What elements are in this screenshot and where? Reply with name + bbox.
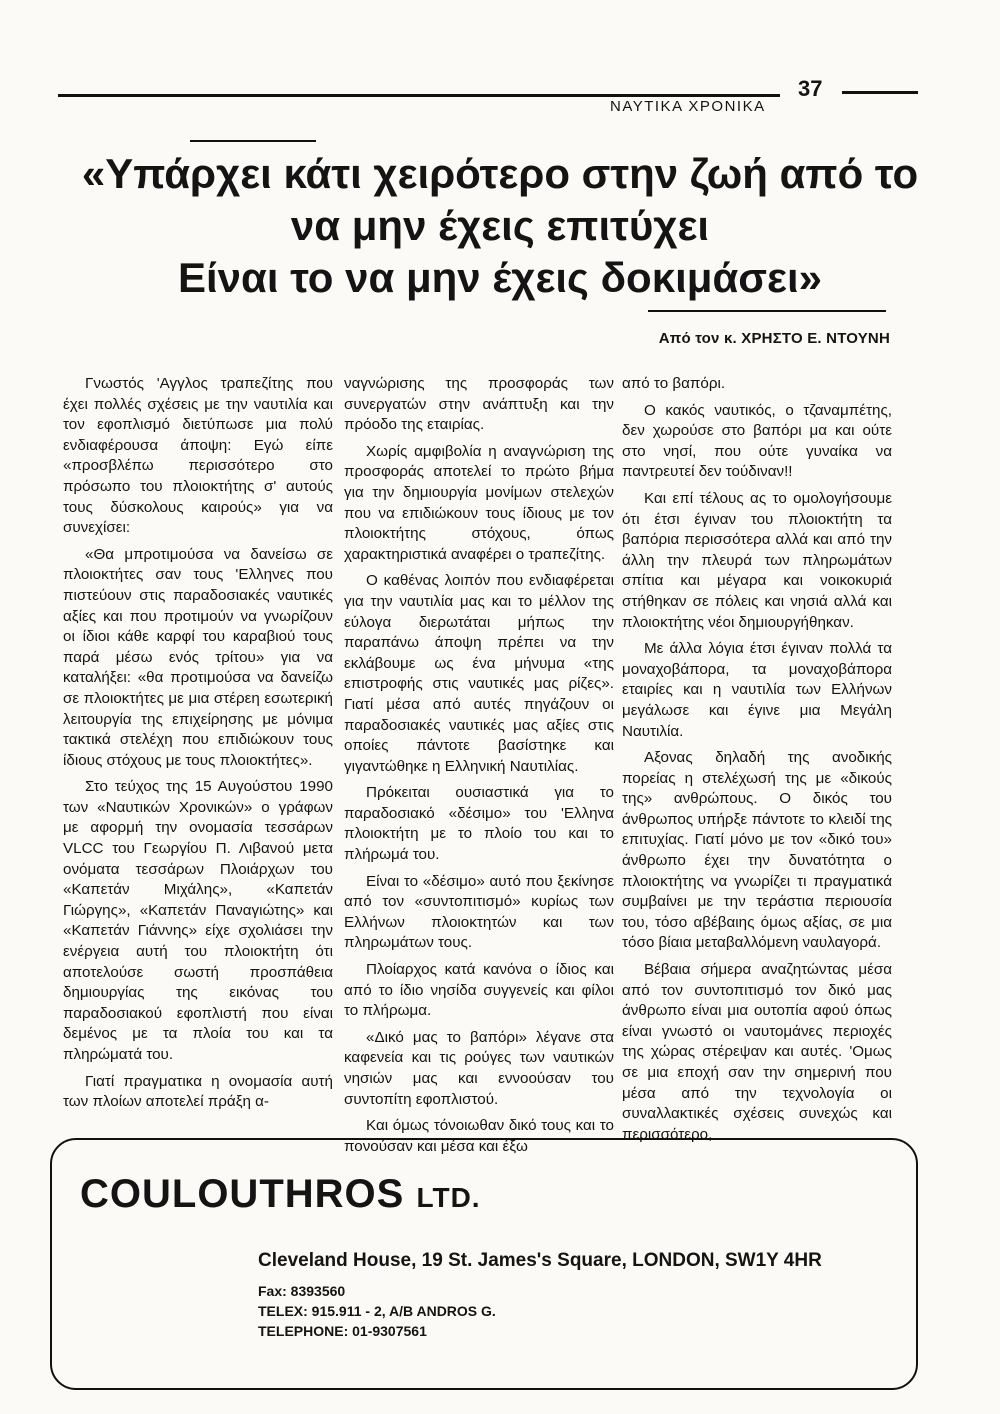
paragraph: Και επί τέλους ας το ομολογήσουμε ότι έτσι έγιναν του πλοιοκτήτη τα βαπόρια περισσότερα αλλά και από την άλλη την πλευρά των πληρωμάτων σπίτια και μέγαρα και νοικοκυριά στήθηκαν σε πόλεις και νησιά αλλά και πλοιοκτήτης νέοι δημιουργήθηκαν. — [622, 489, 892, 631]
paragraph: Με άλλα λόγια έτσι έγιναν πολλά τα μοναχοβάπορα, τα μοναχοβάπορα εταιρίες και η ναυτιλία των Ελλήνων μεγάλωσε και έγινε μια Μεγάλη Ναυτιλία. — [622, 640, 892, 740]
paragraph: Είναι το «δέσιμο» αυτό που ξεκίνησε από τον «συντοπιτισμό» κυρίως των Ελλήνων πλοιοκτητών και των πληρωμάτων τους. — [344, 872, 614, 952]
title-line-3: Είναι το να μην έχεις δοκιμάσει» — [178, 254, 822, 301]
advertiser-telephone: TELEPHONE: 01-9307561 — [258, 1323, 427, 1339]
company-name: COULOUTHROS — [80, 1172, 405, 1216]
paragraph: Πλοίαρχος κατά κανόνα ο ίδιος και από το ίδιο νησίδα συγγενείς και φίλοι το πλήρωμα. — [344, 961, 614, 1020]
advertiser-name — [80, 1172, 481, 1217]
magazine-name: ΝΑΥΤΙΚΑ ΧΡΟΝΙΚΑ — [610, 98, 766, 115]
paragraph: «Δικό μας το βαπόρι» λέγανε στα καφενεία και τις ρούγες των ναυτικών νησιών μας και εννοούσαν του συντοπίτη εφοπλιστού. — [344, 1028, 614, 1108]
title-line-2: να μην έχεις επιτύχει — [290, 202, 710, 249]
author-byline: Από τον κ. ΧΡΗΣΤΟ Ε. ΝΤΟΥΝΗ — [658, 330, 890, 347]
advertiser-fax: Fax: 8393560 — [258, 1283, 346, 1299]
paragraph: Ο κακός ναυτικός, ο τζαναμπέτης, δεν χωρούσε στο βαπόρι μα και ούτε στο νησί, που ούτε γυναίκα να παντρευτεί δεν τούδιναν!! — [622, 401, 892, 481]
paragraph: Ο καθένας λοιπόν που ενδιαφέρεται για την ναυτιλία μας και το μέλλον της εύλογα διερωτάται μήπως την παραπάνω άποψη πρέπει να την εκλάβουμε ως ένα μήνυμα «της επιστροφής στις ναυτικές μας ρίζες». Γιατί μέσα από αυτές πηγάζουν οι παραδοσιακές ναυτικές μας αξίες στις οποίες πάντοτε βασίστηκε και γιγαντώθηκε η Ελληνική Ναυτιλίας. — [344, 572, 614, 775]
paragraph: Γνωστός 'Αγγλος τραπεζίτης που έχει πολλές σχέσεις με την ναυτιλία και τον εφοπλισμό διετύπωσε μια πολύ ενδιαφέρουσα άποψη: Εγώ είπε «προσβλέπω περισσότερο στο πρόσωπο του πλοιοκτήτης σ' αυτούς τους δύσκολους καιρούς» για να συνεχίσει: — [63, 375, 333, 537]
paragraph: από το βαπόρι. — [622, 375, 726, 392]
title-rule-bottom — [648, 310, 886, 312]
header-rule-left — [58, 94, 780, 97]
paragraph: Πρόκειται ουσιαστικά για το παραδοσιακό «δέσιμο» του 'Ελληνα πλοιοκτήτη με το πλοίο του και το πλήρωμά του. — [344, 784, 614, 864]
title-line-1: «Υπάρχει κάτι χειρότερο στην ζωή από το — [81, 150, 919, 197]
paragraph: Στο τεύχος της 15 Αυγούστου 1990 των «Ναυτικών Χρονικών» ο γράφων με αφορμή την ονομασία τεσσάρων VLCC του Γεωργίου Π. Λιβανού μετα ονόματα τεσσάρων Πλοιάρχων του «Καπετάν Μιχάλης», «Καπετάν Γιώργης», «Καπετάν Παναγιώτης» και «Καπετάν Γιάννης» είχε σχολιάσει την ενέργεια αυτή του πλοιοκτήτη ότι αποτελούσε σωστή προσπάθεια δημιουργίας της εικόνας του παραδοσιακού εφοπλιστή που είναι δεμένος με τα πλοία του και τα πληρώματά του. — [63, 778, 333, 1063]
paragraph: Και όμως τόνοιωθαν δικό τους και το πονούσαν και μέσα και έξω — [344, 1117, 614, 1155]
paragraph: Βέβαια σήμερα αναζητώντας μέσα από τον συντοπιτισμό τον δικό μας άνθρωπο είναι μια ουτοπία αφού όπως είναι γνωστό οι ναυτομάνες περιοχές της χώρας στέρεψαν και αυτές. 'Ομως σε μια εποχή σαν την σημερινή που μέσα από την τεχνολογία οι συναλλακτικές σχέσεις συνεχώς και περισσότερο, — [622, 961, 892, 1143]
paragraph: Γιατί πραγματικα η ονομασία αυτή των πλοίων αποτελεί πράξη α- — [63, 1072, 333, 1111]
article-column-2 — [344, 374, 614, 1155]
header-rule-right — [842, 91, 918, 94]
advertiser-address: Cleveland House, 19 St. James's Square, LONDON, SW1Y 4HR — [258, 1250, 822, 1271]
advertiser-telex: TELEX: 915.911 - 2, A/B ANDROS G. — [258, 1303, 496, 1319]
paragraph: Χωρίς αμφιβολία η αναγνώριση της προσφοράς αποτελεί το πρώτο βήμα για την δημιουργία μονίμων στελεχών που να επιδιώκουν τους ίδιους με τον πλοιοκτήτης στόχους, όπως χαρακτηριστικά αναφέρει ο τραπεζίτης. — [344, 442, 614, 563]
article-title — [60, 148, 940, 304]
paragraph: Αξονας δηλαδή της ανοδικής πορείας η στελέχωσή της με «δικούς της» ανθρώπους. Ο δικός του άνθρωπος υπήρξε πάντοτε το κλειδί της επιτυχίας. Γιατί μόνο με τον «δικό του» άνθρωπο έχει την δυνατότητα ο πλοιοκτήτης να γνωρίζει τι πραγματικά συμβαίνει με την τεράστια περιουσία του, τόσο αβέβαιης όμως αξίας, σε μια τόσο βίαια μεταβαλλόμενη ναυλαγορά. — [622, 749, 892, 952]
page-number: 37 — [798, 76, 823, 101]
title-rule-top — [190, 140, 316, 142]
paragraph: ναγνώρισης της προσφοράς των συνεργατών στην ανάπτυξη και την πρόοδο της εταιρίας. — [344, 375, 614, 434]
company-suffix: LTD. — [416, 1182, 481, 1213]
paragraph: «Θα μπροτιμούσα να δανείσω σε πλοιοκτήτες σαν τους 'Ελληνες που πιστεύουν στις παραδοσιακές ναυτικές αξίες και που προτιμούν να γνωρίζουν οι ίδιοι κάθε καρφί του καραβιού τους παρά μέσω ενός τρίτου» για να καταλήξει: «θα προτιμούσα να δανείζω σε πλοιοκτήτες με μια στέρεη εσωτερική λειτουργία της επιχείρησης με μόνιμα τακτικά στελέχη που επιδιώκουν τους ίδιους στόχους με τους πλοιοκτήτες». — [63, 545, 333, 769]
article-column-1 — [63, 374, 333, 1134]
article-column-3 — [622, 374, 892, 1143]
